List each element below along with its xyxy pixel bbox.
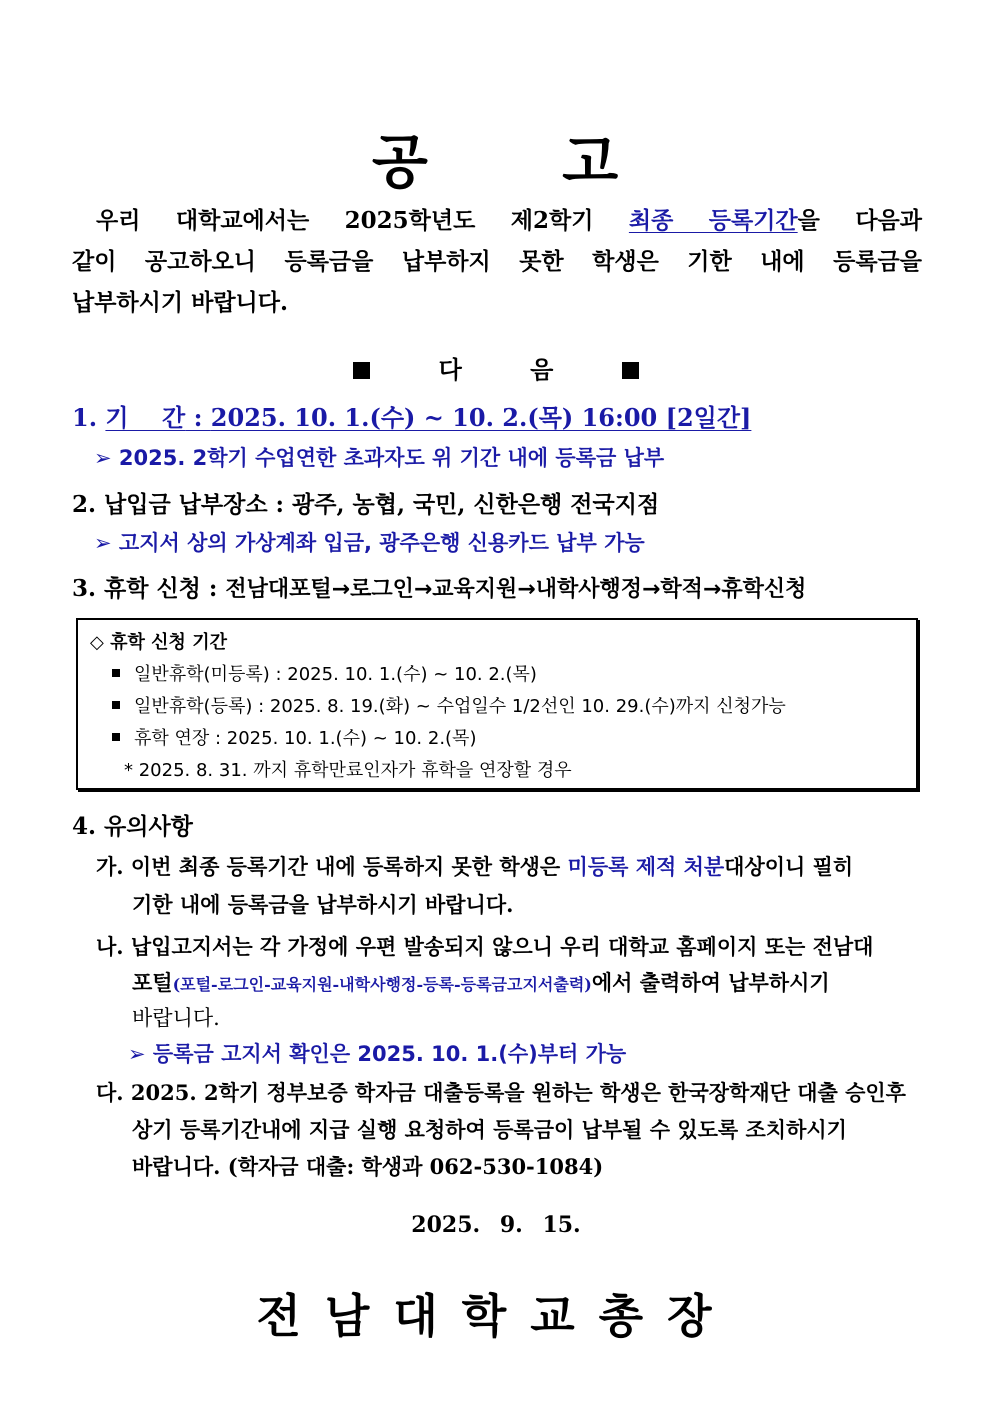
note-ga-text: 대상이니 필히 — [724, 854, 854, 879]
note-da-line-1: 다. 2025. 2학기 정부보증 학자금 대출등록을 원하는 학생은 한국장학재단 대출 승인후 — [96, 1080, 906, 1105]
note-na-line-1: 나. 납입고지서는 각 가정에 우편 발송되지 않으니 우리 대학교 홈페이지 또는 전남대 — [96, 934, 874, 959]
leave-label: 3. 휴학 신청 : — [72, 575, 226, 602]
period-colon: : — [185, 403, 211, 432]
leave-box-heading: ◇ 휴학 신청 기간 — [90, 632, 227, 653]
leave-box-line — [112, 724, 476, 750]
period-value: 2025. 10. 1.(수) ~ 10. 2.(목) 16:00 [2일간] — [210, 403, 752, 432]
page-title: 공 고 — [371, 128, 621, 196]
note-na-line-2 — [132, 964, 830, 1004]
leave-path: 전남대포털→로그인→교육지원→내학사행정→학적→휴학신청 — [225, 577, 807, 602]
leave-box-footnote: * 2025. 8. 31. 까지 휴학만료인자가 휴학을 연장할 경우 — [124, 760, 572, 781]
notice-date: 2025. 9. 15. — [411, 1212, 581, 1238]
note-na-line-3: 바랍니다. — [132, 1006, 220, 1030]
bullet-icon — [112, 669, 120, 677]
square-bullet-icon — [622, 362, 639, 379]
notes-heading: 4. 유의사항 — [72, 813, 193, 840]
note-na-arrow: ➢ 등록금 고지서 확인은 2025. 10. 1.(수)부터 가능 — [128, 1042, 627, 1066]
note-ga-line-1 — [96, 848, 922, 886]
payment-place: 2. 납입금 납부장소 : 광주, 농협, 국민, 신한은행 전국지점 — [72, 491, 660, 518]
note-ga-line-2: 기한 내에 등록금을 납부하시기 바랍니다. — [132, 892, 514, 917]
intro-highlight: 최종 등록기간 — [628, 207, 798, 234]
note-da-line-3: 바랍니다. (학자금 대출: 학생과 062-530-1084) — [132, 1154, 604, 1179]
period-label: 기 간 — [105, 403, 186, 432]
intro-line-1 — [72, 200, 922, 241]
bullet-icon — [112, 733, 120, 741]
note-ga-text: 가. 이번 최종 등록기간 내에 등록하지 못한 학생은 — [96, 854, 568, 879]
note-na-text: 포털 — [132, 970, 173, 995]
bullet-icon — [112, 701, 120, 709]
payment-note: ➢ 고지서 상의 가상계좌 입금, 광주은행 신용카드 납부 가능 — [94, 531, 645, 555]
intro-line-3: 납부하시기 바랍니다. — [72, 289, 288, 316]
leave-box-line-text: 일반휴학(등록) : 2025. 8. 19.(화) ~ 수업일수 1/2선인 10. 29.(수)까지 신청가능 — [134, 696, 786, 717]
period-note: ➢ 2025. 2학기 수업연한 초과자도 위 기간 내에 등록금 납부 — [94, 446, 665, 470]
note-ga-highlight: 미등록 제적 처분 — [567, 854, 725, 879]
intro-text-1: 우리 대학교에서는 2025학년도 제2학기 — [96, 207, 629, 234]
square-bullet-icon — [353, 362, 370, 379]
note-na-path: (포털-로그인-교육지원-내학사행정-등록-등록금고지서출력) — [172, 975, 592, 994]
intro-text-2: 을 다음과 — [797, 207, 922, 234]
note-na-text: 에서 출력하여 납부하시기 — [591, 970, 830, 995]
subheading — [0, 350, 992, 385]
subheading-text: 다 음 — [438, 356, 554, 384]
leave-application — [72, 570, 806, 603]
leave-box-line — [112, 660, 537, 686]
note-da-line-2: 상기 등록기간내에 지급 실행 요청하여 등록금이 납부될 수 있도록 조치하시기 — [132, 1117, 847, 1142]
period-item — [72, 398, 751, 433]
president-signature: 전남대학교총장 — [256, 1289, 736, 1343]
period-number: 1. — [72, 403, 98, 432]
intro-line-2: 같이 공고하오니 등록금을 납부하지 못한 학생은 기한 내에 등록금을 — [72, 248, 922, 275]
leave-period-box — [76, 618, 918, 790]
leave-box-line — [112, 692, 786, 718]
leave-box-line-text: 휴학 연장 : 2025. 10. 1.(수) ~ 10. 2.(목) — [134, 728, 477, 749]
leave-box-line-text: 일반휴학(미등록) : 2025. 10. 1.(수) ~ 10. 2.(목) — [134, 664, 537, 685]
